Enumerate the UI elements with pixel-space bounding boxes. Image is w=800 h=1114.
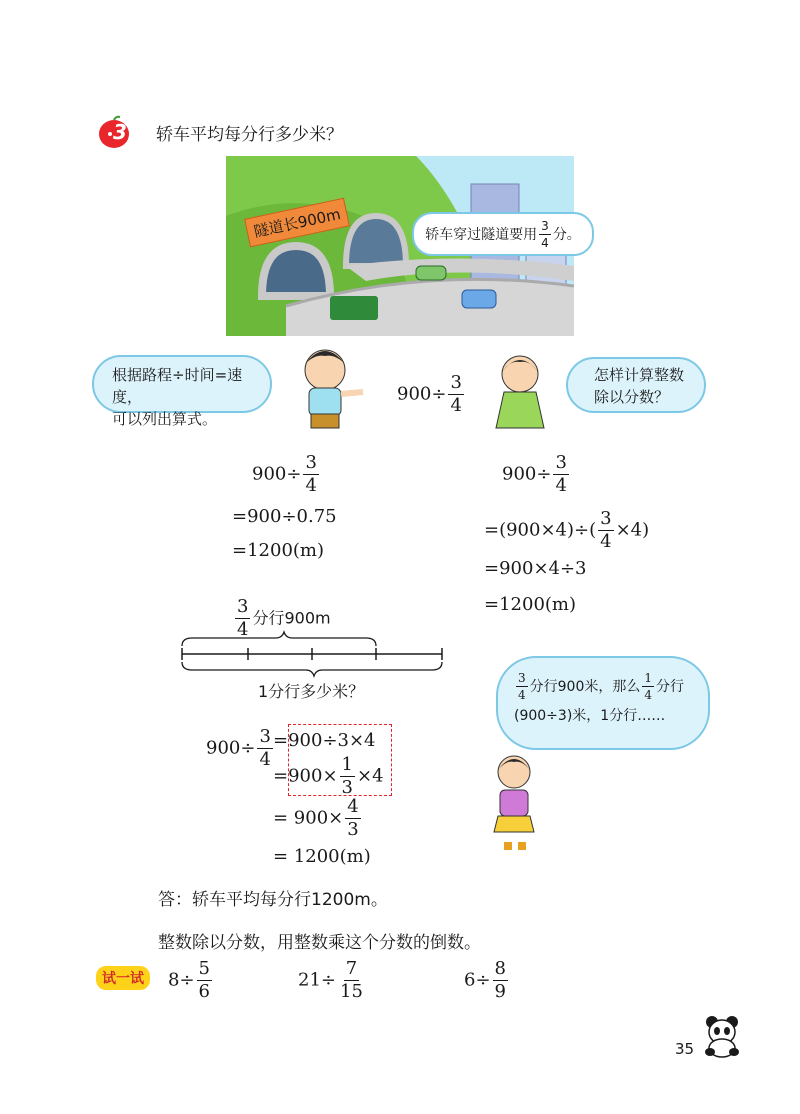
- method2-line1: 900÷ $\frac{3}{4}$: [502, 452, 567, 496]
- tunnel-sign: 隧道长900m: [244, 198, 350, 248]
- method3-line3: = 900× $\frac{4}{3}$: [273, 796, 359, 840]
- method2-line2: =(900×4)÷( $\frac{3}{4}$ ×4): [484, 508, 650, 552]
- girl-speech-bubble: 怎样计算整数 除以分数？: [566, 357, 706, 413]
- problem-number-badge: [96, 116, 134, 150]
- problem-question: 轿车平均每分行多少米？: [156, 125, 343, 145]
- boy-figure: [285, 342, 367, 438]
- try-badge: 试一试: [96, 966, 150, 990]
- segment-diagram: [176, 634, 448, 678]
- method3-box-line2: =900× $\frac{1}{3}$ ×4: [273, 754, 384, 798]
- segment-bottom-label: 1分行多少米？: [258, 682, 365, 701]
- try-item-1: 8÷ $\frac{5}{6}$: [168, 958, 210, 1002]
- method2-line3: =900×4÷3: [484, 558, 587, 579]
- boy-speech-bubble: 根据路程÷时间=速度， 可以列出算式。: [92, 355, 272, 413]
- method1-line3: =1200(m): [232, 540, 325, 561]
- method1-line1: 900÷ $\frac{3}{4}$: [252, 452, 317, 496]
- method2-line4: =1200(m): [484, 594, 577, 615]
- girl2-figure: [480, 750, 546, 854]
- girl2-speech-bubble: $\frac{3}{4}$ 分行900米，那么 $\frac{1}{4}$ 分行 (900÷3)米，1分行……: [496, 656, 710, 750]
- rule-text: 整数除以分数，用整数乘这个分数的倒数。: [158, 933, 481, 953]
- girl-figure: [484, 348, 556, 432]
- segment-top-label: $\frac{3}{4}$ 分行900m: [237, 596, 331, 640]
- formula-center: 900÷ $\frac{3}{4}$: [397, 372, 462, 416]
- method3-box-line1: =900÷3×4: [273, 730, 376, 751]
- problem-number: 3: [113, 120, 127, 144]
- method3-line4: = 1200(m): [273, 846, 371, 867]
- tunnel-illustration: [226, 156, 581, 336]
- try-item-2: 21÷ $\frac{7}{15}$: [298, 958, 363, 1002]
- try-item-3: 6÷ $\frac{8}{9}$: [464, 958, 506, 1002]
- method1-line2: =900÷0.75: [232, 506, 337, 527]
- method3-lhs: 900÷ $\frac{3}{4}$: [206, 726, 271, 770]
- panda-icon: [702, 1014, 742, 1058]
- answer-text: 答：轿车平均每分行1200m。: [158, 890, 388, 910]
- car-speech-bubble: 轿车穿过隧道要用 $\frac{3}{4}$ 分。: [412, 212, 594, 256]
- page-number: 35: [675, 1040, 695, 1058]
